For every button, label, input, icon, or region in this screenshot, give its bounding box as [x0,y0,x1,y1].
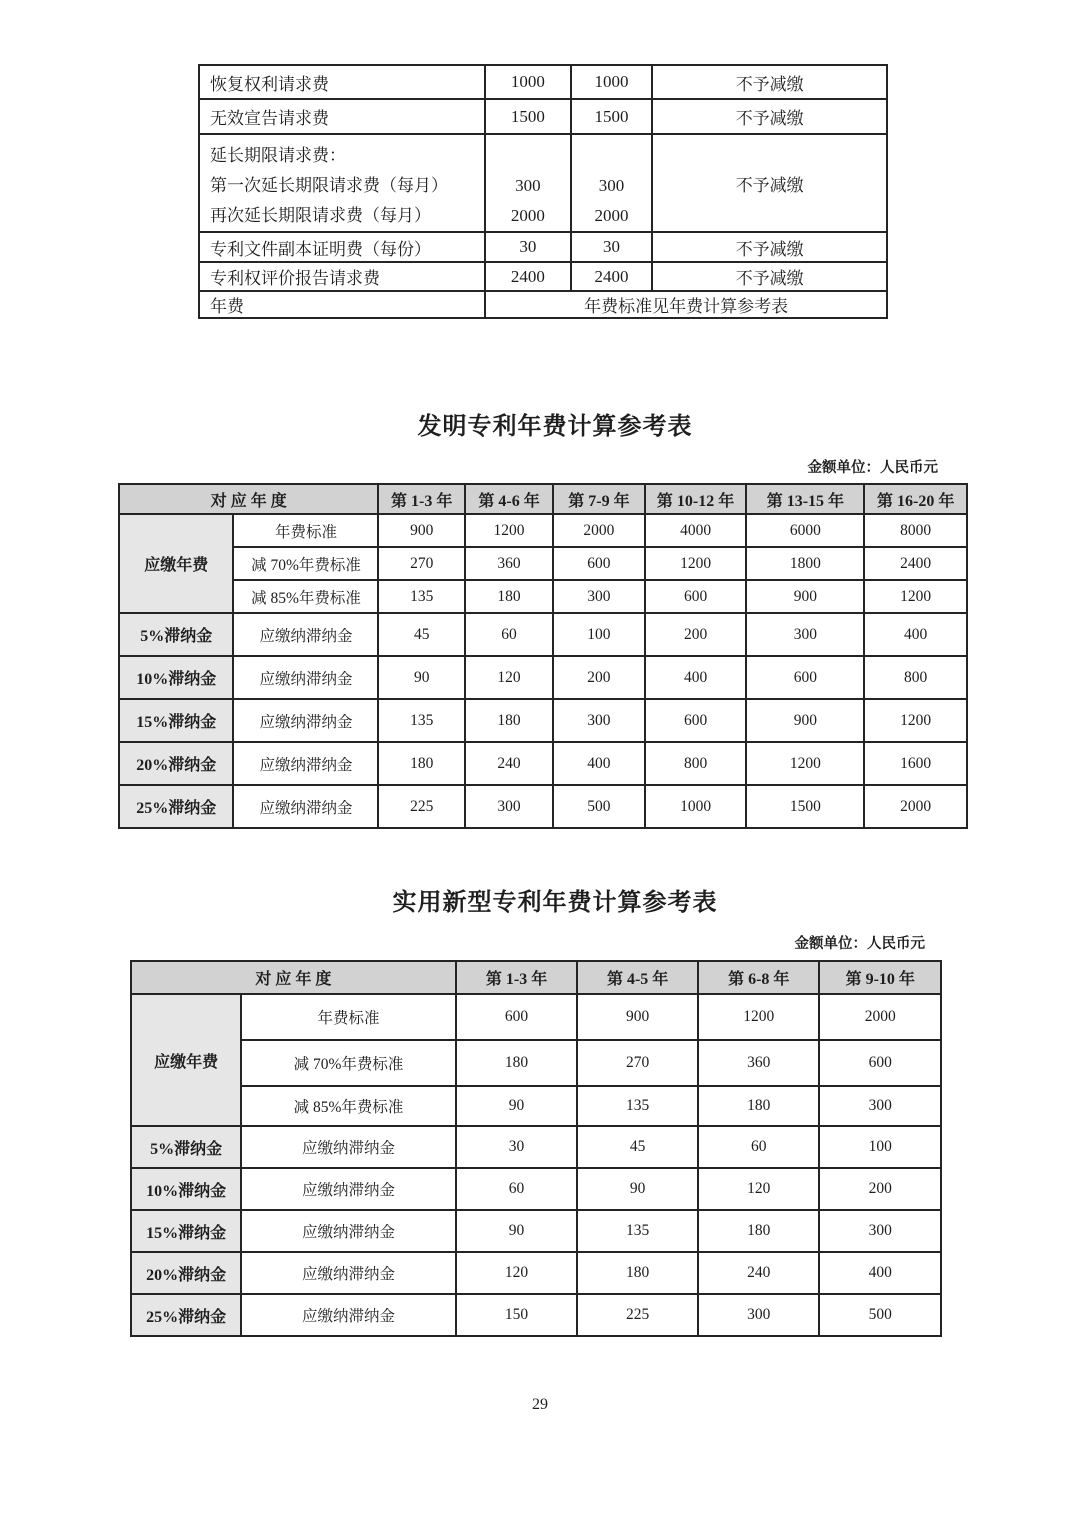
fee-value: 1200 [645,547,747,580]
sub-label: 减 70%年费标准 [233,547,378,580]
sub-label: 应缴纳滞纳金 [233,613,378,656]
fee-value: 180 [465,699,553,742]
table-row-extension-fees [199,134,887,232]
fee-value: 200 [553,656,645,699]
sub-label: 减 70%年费标准 [241,1040,456,1086]
fee-value: 400 [864,613,967,656]
fee-value: 90 [456,1210,578,1252]
fee-value: 300 [553,699,645,742]
fee-amount-line: 2000 [594,206,629,225]
fee-value: 500 [819,1294,941,1336]
fee-amount: 1000 [571,65,653,99]
sub-label: 应缴纳滞纳金 [241,1168,456,1210]
fee-value: 135 [577,1210,698,1252]
fee-value: 900 [746,699,864,742]
fee-value: 900 [577,994,698,1040]
fee-value: 500 [553,785,645,828]
fee-value: 300 [465,785,553,828]
table-row [119,699,967,742]
category-label: 应缴年费 [131,994,241,1126]
category-label: 5%滞纳金 [119,613,233,656]
year-header: 第 16-20 年 [864,484,967,514]
fee-label-line: 第一次延长期限请求费（每月） [210,176,448,195]
fee-label: 恢复权利请求费 [199,65,485,99]
year-header: 第 7-9 年 [553,484,645,514]
fee-value: 90 [378,656,464,699]
fee-value: 1200 [864,580,967,613]
fee-value: 400 [553,742,645,785]
fee-value: 240 [465,742,553,785]
page-number: 29 [532,1396,548,1413]
fee-value: 600 [819,1040,941,1086]
fee-amount-line: 300 [598,176,625,195]
fee-value: 300 [819,1086,941,1126]
fee-value: 1200 [465,514,553,547]
category-label: 15%滞纳金 [131,1210,241,1252]
sub-label: 应缴纳滞纳金 [233,699,378,742]
fee-amount: 1500 [485,99,570,134]
fee-note: 不予减缴 [652,232,887,262]
sub-label: 年费标准 [241,994,456,1040]
fee-note: 年费标准见年费计算参考表 [485,291,887,318]
fee-value: 800 [645,742,747,785]
spacer [486,141,569,171]
fee-value: 8000 [864,514,967,547]
fee-value: 1600 [864,742,967,785]
fees-table [198,64,888,319]
fee-value: 150 [456,1294,578,1336]
sub-label: 应缴纳滞纳金 [233,742,378,785]
table-row [199,65,887,99]
table-row [131,994,941,1040]
fee-value: 6000 [746,514,864,547]
table-row [119,785,967,828]
year-header: 第 10-12 年 [645,484,747,514]
fee-note: 不予减缴 [652,99,887,134]
fee-value: 225 [378,785,464,828]
invention-fee-table [118,483,968,829]
sub-label: 年费标准 [233,514,378,547]
fee-note: 不予减缴 [652,134,887,232]
year-header: 第 13-15 年 [746,484,864,514]
fee-label: 无效宣告请求费 [199,99,485,134]
category-label: 5%滞纳金 [131,1126,241,1168]
sub-label: 应缴纳滞纳金 [241,1126,456,1168]
fee-value: 90 [577,1168,698,1210]
invention-unit-note: 金额单位：人民币元 [807,460,938,476]
fee-value: 400 [645,656,747,699]
fee-value: 2000 [553,514,645,547]
sub-label: 应缴纳滞纳金 [241,1210,456,1252]
fee-amount: 1000 [485,65,570,99]
table-row [119,656,967,699]
fee-value: 2000 [864,785,967,828]
header-row [131,961,941,994]
fee-value: 1200 [698,994,820,1040]
fee-value: 300 [819,1210,941,1252]
corner-header: 对 应 年 度 [119,484,378,514]
year-header: 第 6-8 年 [698,961,820,994]
fee-amount-line: 2000 [510,206,545,225]
fee-value: 600 [645,580,747,613]
fee-note: 不予减缴 [652,65,887,99]
table-row [131,1126,941,1168]
category-label: 15%滞纳金 [119,699,233,742]
fee-value: 225 [577,1294,698,1336]
fee-value: 120 [465,656,553,699]
fee-value: 60 [456,1168,578,1210]
fee-value: 100 [553,613,645,656]
table-row [119,580,967,613]
fee-value: 180 [698,1210,820,1252]
sub-label: 应缴纳滞纳金 [233,656,378,699]
year-header: 第 1-3 年 [378,484,464,514]
category-label: 10%滞纳金 [131,1168,241,1210]
fee-value: 1200 [864,699,967,742]
fee-value: 120 [456,1252,578,1294]
category-label: 25%滞纳金 [119,785,233,828]
fee-value: 240 [698,1252,820,1294]
fee-note: 不予减缴 [652,262,887,291]
fee-value: 135 [378,699,464,742]
table-row [131,1086,941,1126]
category-label: 20%滞纳金 [131,1252,241,1294]
fee-value: 45 [378,613,464,656]
fee-label: 专利权评价报告请求费 [199,262,485,291]
fee-amount [485,134,570,232]
corner-header: 对 应 年 度 [131,961,456,994]
fee-amount: 30 [485,232,570,262]
fee-value: 60 [465,613,553,656]
sub-label: 应缴纳滞纳金 [241,1252,456,1294]
fee-value: 30 [456,1126,578,1168]
fee-value: 1500 [746,785,864,828]
fee-value: 270 [378,547,464,580]
fee-value: 1000 [645,785,747,828]
fee-amount [571,134,653,232]
utility-fee-table [130,960,942,1337]
fee-value: 400 [819,1252,941,1294]
fee-amount: 30 [571,232,653,262]
fee-value: 4000 [645,514,747,547]
utility-unit-note: 金额单位：人民币元 [794,936,925,952]
table-row [199,232,887,262]
fee-value: 360 [465,547,553,580]
table-row [119,514,967,547]
fee-amount-line: 300 [515,176,541,195]
fee-value: 600 [456,994,578,1040]
category-label: 10%滞纳金 [119,656,233,699]
table-row [199,262,887,291]
fee-value: 100 [819,1126,941,1168]
fee-amount: 1500 [571,99,653,134]
table-row [131,1252,941,1294]
fee-value: 1200 [746,742,864,785]
fee-label: 专利文件副本证明费（每份） [199,232,485,262]
year-header: 第 9-10 年 [819,961,941,994]
year-header: 第 4-5 年 [577,961,698,994]
year-header: 第 4-6 年 [465,484,553,514]
fee-value: 90 [456,1086,578,1126]
fee-value: 900 [378,514,464,547]
fee-value: 270 [577,1040,698,1086]
table-row [131,1294,941,1336]
fee-value: 180 [378,742,464,785]
fee-value: 60 [698,1126,820,1168]
table-row-annual-fee [199,291,887,318]
fee-value: 180 [577,1252,698,1294]
fee-value: 600 [645,699,747,742]
fee-value: 360 [698,1040,820,1086]
table-row [119,613,967,656]
fee-value: 800 [864,656,967,699]
fee-value: 600 [746,656,864,699]
fee-value: 600 [553,547,645,580]
fee-value: 2400 [864,547,967,580]
header-row [119,484,967,514]
table-row [119,742,967,785]
fee-value: 2000 [819,994,941,1040]
category-label: 25%滞纳金 [131,1294,241,1336]
fee-value: 200 [645,613,747,656]
table-row [131,1210,941,1252]
table-row [199,99,887,134]
category-label: 应缴年费 [119,514,233,613]
fee-value: 180 [698,1086,820,1126]
invention-table-title: 发明专利年费计算参考表 [417,414,693,440]
fee-label: 年费 [199,291,485,318]
fee-value: 900 [746,580,864,613]
sub-label: 应缴纳滞纳金 [233,785,378,828]
fee-amount: 2400 [485,262,570,291]
sub-label: 减 85%年费标准 [233,580,378,613]
fee-value: 300 [746,613,864,656]
fee-value: 135 [378,580,464,613]
fee-value: 45 [577,1126,698,1168]
fee-value: 1800 [746,547,864,580]
category-label: 20%滞纳金 [119,742,233,785]
year-header: 第 1-3 年 [456,961,578,994]
utility-table-title: 实用新型专利年费计算参考表 [392,890,718,916]
table-row [131,1040,941,1086]
fee-value: 135 [577,1086,698,1126]
sub-label: 减 85%年费标准 [241,1086,456,1126]
fee-label-line: 再次延长期限请求费（每月） [210,206,431,225]
spacer [572,141,652,171]
fee-value: 180 [456,1040,578,1086]
fee-value: 200 [819,1168,941,1210]
table-row [119,547,967,580]
fee-value: 180 [465,580,553,613]
fee-label [199,134,485,232]
fee-label-line: 延长期限请求费： [210,146,346,165]
fee-value: 300 [698,1294,820,1336]
sub-label: 应缴纳滞纳金 [241,1294,456,1336]
fee-value: 300 [553,580,645,613]
table-row [131,1168,941,1210]
fee-amount: 2400 [571,262,653,291]
fee-value: 120 [698,1168,820,1210]
